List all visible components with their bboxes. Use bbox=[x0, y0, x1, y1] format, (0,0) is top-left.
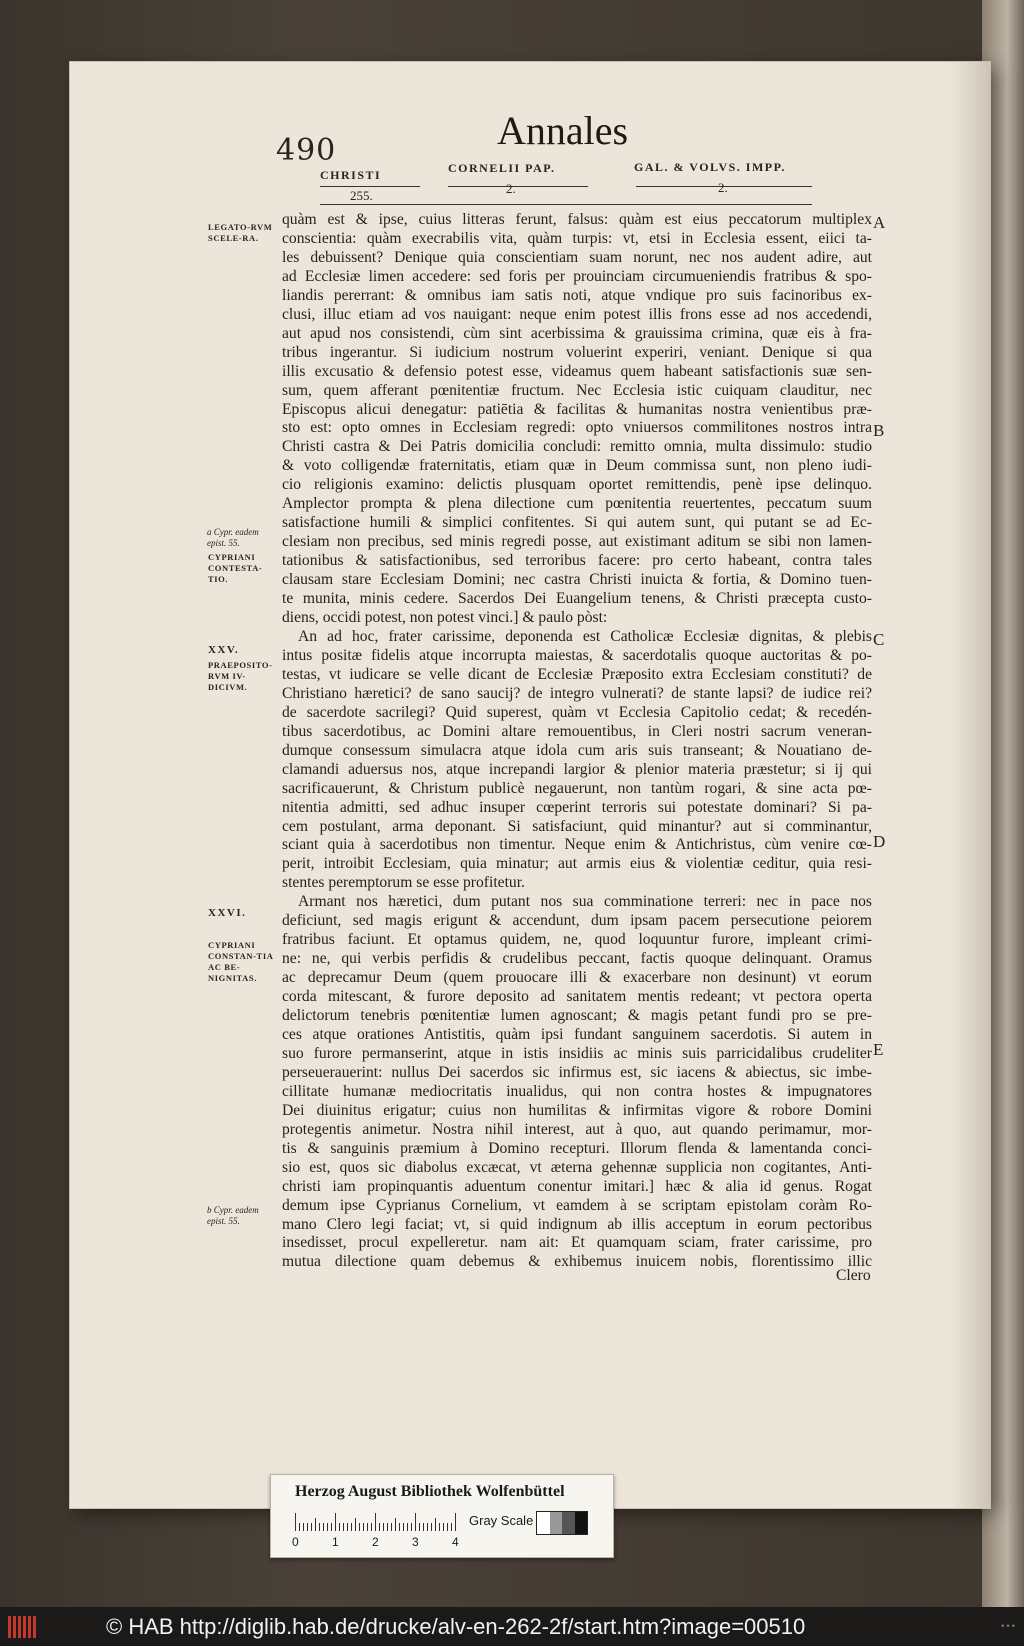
text-line: Amplector prompta & plena dilectione cum pœnitentia reuertentes, peccatum suum bbox=[282, 495, 872, 513]
margin-ref-cyprian-b: b Cypr. eadem epist. 55. bbox=[207, 1205, 259, 1226]
latin-body-text bbox=[282, 211, 872, 1272]
margin-note-praepositorum: PRAEPOSITO-RVM IV-DICIVM. bbox=[208, 660, 273, 692]
ruler-number: 4 bbox=[452, 1535, 459, 1549]
text-line: sciant quia à sacerdotibus non timentur. Neque enim & Antichristus, cùm venire cœ- bbox=[282, 836, 872, 854]
ruler-tick bbox=[423, 1523, 424, 1531]
ruler-tick bbox=[443, 1523, 444, 1531]
margin-note-contestatio: CYPRIANI CONTESTA-TIO. bbox=[208, 552, 263, 584]
text-line: christi iam propinquantis aduentum conentur imitari.] hæc & alia id genus. Rogat bbox=[282, 1177, 872, 1195]
year-impp: 2. bbox=[718, 180, 728, 195]
ruler-tick bbox=[419, 1523, 420, 1531]
ruler-tick bbox=[307, 1523, 308, 1531]
text-line: corda mitescant, & furore deposito ad sanitatem mentis redeant; vt pectora operta bbox=[282, 988, 872, 1006]
text-line: cillitate humanæ mediocritatis inualidus, qui non contra hostes & impugnatores bbox=[282, 1082, 872, 1100]
ruler-tick bbox=[347, 1523, 348, 1531]
section-letter-e: E bbox=[873, 1040, 884, 1059]
text-line: mutua dilectione quam debemus & exhibemus inuicem nobis, florentissimo illic bbox=[282, 1253, 872, 1271]
footer-bar bbox=[0, 1607, 1024, 1646]
text-line: ad Ecclesiæ limen accedere: sed foris per prouinciam circumueniendis fratribus & spo- bbox=[282, 267, 872, 285]
ruler-number: 1 bbox=[332, 1535, 339, 1549]
text-line: sto est: opto omnes in Ecclesiam regredi: opto vniuersos commilitones nostros intra bbox=[282, 419, 872, 437]
ruler-tick bbox=[447, 1523, 448, 1531]
section-number-xxv: XXV. bbox=[208, 644, 240, 656]
text-line: cem postulant, arma deponant. Si satisfaciunt, quid minantur? aut si comminantur, bbox=[282, 817, 872, 835]
library-color-card bbox=[270, 1474, 614, 1558]
text-line: sum, quem afferant pœnitentiæ fructum. Nec Ecclesia istic cuiquam clauditur, nec bbox=[282, 381, 872, 399]
section-letter-c: C bbox=[873, 630, 885, 649]
ruler-tick bbox=[451, 1523, 452, 1531]
margin-ref-cyprian-a: a Cypr. eadem epist. 55. bbox=[207, 527, 259, 548]
text-line: & voto colligendæ fraternitatis, etiam quæ in Deum commissa sunt, non pleno iudi- bbox=[282, 457, 872, 475]
ruler-tick bbox=[407, 1523, 408, 1531]
more-icon: ••• bbox=[1000, 1622, 1016, 1632]
ruler-tick bbox=[383, 1523, 384, 1531]
section-letter-b: B bbox=[873, 421, 885, 440]
text-line: aut apud nos consistendi, cùm sint acerbissima & grauissima crimina, quæ eis à fra- bbox=[282, 324, 872, 342]
text-line: clusi, illuc etiam ad vos nauigant: neque enim potest illis frons esse ad nos accedendi, bbox=[282, 305, 872, 323]
ruler-tick bbox=[339, 1523, 340, 1531]
text-line: suo furore permanserint, atque in istis insidiis ac minis suis parricidalibus crudeliter bbox=[282, 1044, 872, 1062]
ruler-tick bbox=[455, 1513, 456, 1531]
head-rule bbox=[448, 186, 588, 187]
ruler-tick bbox=[439, 1523, 440, 1531]
head-rule bbox=[320, 186, 420, 187]
text-line: satisfactione humili & simplici confitentes. Si qui autem sunt, qui putant se ad Ec- bbox=[282, 514, 872, 532]
ruler-tick bbox=[387, 1523, 388, 1531]
text-line: cio religionis examino: delictis plusquam oportet remittendis, penè ipse delinquo. bbox=[282, 476, 872, 494]
text-line: intus positæ fidelis atque incorrupta maiestas, & sacerdotalis quoque auctoritas & po- bbox=[282, 646, 872, 664]
ruler-tick bbox=[367, 1523, 368, 1531]
text-line: insedisset, procul expelleretur. nam ait: Et quamquam sciam, frater carissime, pro bbox=[282, 1234, 872, 1252]
page-number: 490 bbox=[276, 133, 337, 168]
text-line: fratribus faciunt. Et optamus quidem, ne, quod loquuntur furore, impleant crimi- bbox=[282, 931, 872, 949]
text-line: testas, vt iudicare se velle dicant de Ecclesiæ Præposito extra Ecclesiam constituti? de bbox=[282, 665, 872, 683]
year-cornelii: 2. bbox=[506, 181, 516, 196]
text-line: tis & sanguinis præmium à Domino recepturi. Illorum flenda & lamentanda conci- bbox=[282, 1139, 872, 1157]
text-line: deficiunt, sed magis erigunt & accendunt, dum ipsam pacem persecutione peiorem bbox=[282, 912, 872, 930]
head-rule bbox=[320, 204, 812, 205]
hab-logo-icon bbox=[8, 1614, 48, 1640]
text-line: liandis pererrant: & omnibus iam satis noti, atque vndique pro suis facinoribus ex- bbox=[282, 286, 872, 304]
running-head-christi: CHRISTI bbox=[320, 168, 382, 182]
gray-scale-label: Gray Scale bbox=[469, 1513, 534, 1528]
ruler-tick bbox=[395, 1518, 396, 1531]
ruler-tick bbox=[303, 1523, 304, 1531]
running-head-cornelii: CORNELII PAP. bbox=[448, 161, 556, 175]
running-title: Annales bbox=[497, 108, 629, 153]
footer-url[interactable]: © HAB http://diglib.hab.de/drucke/alv-en-262-2f/start.htm?image=00510 bbox=[106, 1613, 806, 1639]
ruler-tick bbox=[335, 1513, 336, 1531]
section-letter-d: D bbox=[873, 832, 886, 851]
text-line: perseuerauerint: nullus Dei sacerdos sic infirmus est, sic iacens & abiectus, sic imbe- bbox=[282, 1063, 872, 1081]
text-line: de sacerdote sacrilegi? Quid superest, quàm vt Ecclesia Capitolio cedat; & recedén- bbox=[282, 703, 872, 721]
ruler-tick bbox=[403, 1523, 404, 1531]
ruler-tick bbox=[375, 1513, 376, 1531]
ruler-number: 0 bbox=[292, 1535, 299, 1549]
ruler-tick bbox=[327, 1523, 328, 1531]
text-line: Armant nos hæretici, dum putant nos sua comminatione terreri: nec in pace nos bbox=[298, 893, 872, 911]
ruler-number: 2 bbox=[372, 1535, 379, 1549]
text-line: clamandi aduersus nos, atque increpandi largior & plenior materia præstetur; si ij qui bbox=[282, 760, 872, 778]
text-line: illis excusatio & defensio potest esse, videamus quem habeant satisfactionis suæ sen- bbox=[282, 362, 872, 380]
catchword: Clero bbox=[836, 1267, 871, 1284]
text-line: delictorum tenebris pœnitentiæ lumen agnoscant; & magis petant fundi pro se pre- bbox=[282, 1007, 872, 1025]
text-line: protegentis animetur. Nostra nihil interest, aut à quo, aut quando perimamur, mor- bbox=[282, 1120, 872, 1138]
text-line: clausam stare Ecclesiam Domini; nec castra Christi inuicta & fortia, & Domino tuen- bbox=[282, 571, 872, 589]
text-line: An ad hoc, frater carissime, deponenda est Catholicæ Ecclesiæ dignitas, & plebis bbox=[298, 627, 872, 645]
text-line: diens, occidi potest, non potest vinci.] & paulo pòst: bbox=[282, 609, 608, 627]
ruler-tick bbox=[319, 1523, 320, 1531]
text-line: ne: ne, qui verbis perfidis & crudelibus peccant, factis quoque delinquant. Oramus bbox=[282, 950, 872, 968]
text-line: stentes peremptorum se esse profitetur. bbox=[282, 874, 525, 892]
running-head-impp: GAL. & VOLVS. IMPP. bbox=[634, 160, 786, 174]
text-line: mano Clero legi faciat; vt, si quid indignum ab illis acceptum in eorum pectoribus bbox=[282, 1215, 872, 1233]
text-line: quàm est & ipse, cuius litteras ferunt, falsus: quàm est eius peccatorum multiplex bbox=[282, 211, 872, 228]
ruler-tick bbox=[351, 1523, 352, 1531]
ruler-tick bbox=[427, 1523, 428, 1531]
margin-note-constantia: CYPRIANI CONSTAN-TIA AC BE-NIGNITAS. bbox=[208, 940, 274, 983]
text-line: Episcopus alicui denegatur: patiētia & facilitas & humanitas nostra venientibus præ- bbox=[282, 400, 872, 418]
text-line: clesiam non precibus, sed minis regredi posse, aut existimant aditum se sibi non lamen- bbox=[282, 533, 872, 551]
ruler-tick bbox=[299, 1523, 300, 1531]
ruler-tick bbox=[323, 1523, 324, 1531]
ruler-tick bbox=[343, 1523, 344, 1531]
text-line: ces atque orationes Antistitis, quàm ipsi fundant sanguinem sacerdotis. Si autem in bbox=[282, 1025, 872, 1043]
gray-scale-patch bbox=[536, 1511, 588, 1535]
ruler-tick bbox=[391, 1523, 392, 1531]
text-line: tationibus & satisfactionibus, sed terroribus facere: pro certo habeant, contra tales bbox=[282, 552, 872, 570]
year-christi: 255. bbox=[350, 188, 373, 203]
margin-note-legatorum: LEGATO-RVM SCELE-RA. bbox=[208, 222, 273, 243]
text-line: ac deprecamur Deum (quem prouocare illi & exacerbare non desinunt) vt eorum bbox=[282, 969, 872, 987]
ruler-tick bbox=[315, 1518, 316, 1531]
text-line: nitentia admitti, sed adhuc insuper cœperint terroris sui potestate dominari? Si pa- bbox=[282, 798, 872, 816]
text-line: les debuissent? Denique quia conscientiam suam norunt, nec nos audent adire, aut bbox=[282, 248, 872, 266]
ruler-scale bbox=[295, 1513, 455, 1531]
library-name: Herzog August Bibliothek Wolfenbüttel bbox=[295, 1483, 565, 1500]
ruler-tick bbox=[411, 1523, 412, 1531]
ruler-tick bbox=[431, 1523, 432, 1531]
ruler-tick bbox=[371, 1523, 372, 1531]
ruler-tick bbox=[311, 1523, 312, 1531]
ruler-tick bbox=[295, 1513, 296, 1531]
ruler-tick bbox=[399, 1523, 400, 1531]
ruler-tick bbox=[355, 1518, 356, 1531]
ruler-tick bbox=[359, 1523, 360, 1531]
text-line: tribus ingerantur. Si iudicium nostrum voluerint experiri, veniant. Denique si qua bbox=[282, 343, 872, 361]
text-line: sacrificauerunt, & Christum publicè negauerunt, non tantùm rogari, & sine acta pœ- bbox=[282, 779, 872, 797]
text-line: conscientia: quàm execrabilis vita, quàm turpis: vt, etsi in Ecclesia essent, eiici ta- bbox=[282, 229, 872, 247]
text-line: dumque consessum simulacra atque idola cum aris suis transeant; & Nouatiano de- bbox=[282, 741, 872, 759]
text-line: tibus sacerdotibus, ac Domini altare remouentibus, in Cleri nostri sacrum veneran- bbox=[282, 722, 872, 740]
ruler-tick bbox=[363, 1523, 364, 1531]
section-letter-a: A bbox=[873, 213, 886, 232]
ruler-tick bbox=[415, 1513, 416, 1531]
ruler-number: 3 bbox=[412, 1535, 419, 1549]
text-line: sio est, quos sic diabolus excæcat, vt æterna gehennæ supplicia non cogitantes, Anti- bbox=[282, 1158, 872, 1176]
text-line: Christi castra & Dei Patris domicilia concludi: remitto omnia, multa dissimulo: studio bbox=[282, 438, 872, 456]
text-line: perit, introibit Ecclesiam, quia minatur; aut armis eius & violentiæ ceditur, quia resi- bbox=[282, 855, 872, 873]
text-line: te munita, minis cedere. Sacerdos Dei Euangelium tenens, & Christi præcepta custo- bbox=[282, 590, 872, 608]
text-line: Christiano hæretici? de sano saucij? de integro vulnerati? de stante lapsi? de iudice rei? bbox=[282, 684, 872, 702]
text-line: demum ipse Cyprianus Cornelium, vt eamdem à se scriptam epistolam coràm Ro- bbox=[282, 1196, 872, 1214]
ruler-tick bbox=[379, 1523, 380, 1531]
section-number-xxvi: XXVI. bbox=[208, 907, 247, 919]
ruler-tick bbox=[331, 1523, 332, 1531]
ruler-tick bbox=[435, 1518, 436, 1531]
text-line: Dei diuinitus erigatur; cuius non humilitas & infirmitas vigore & robore Domini bbox=[282, 1101, 872, 1119]
